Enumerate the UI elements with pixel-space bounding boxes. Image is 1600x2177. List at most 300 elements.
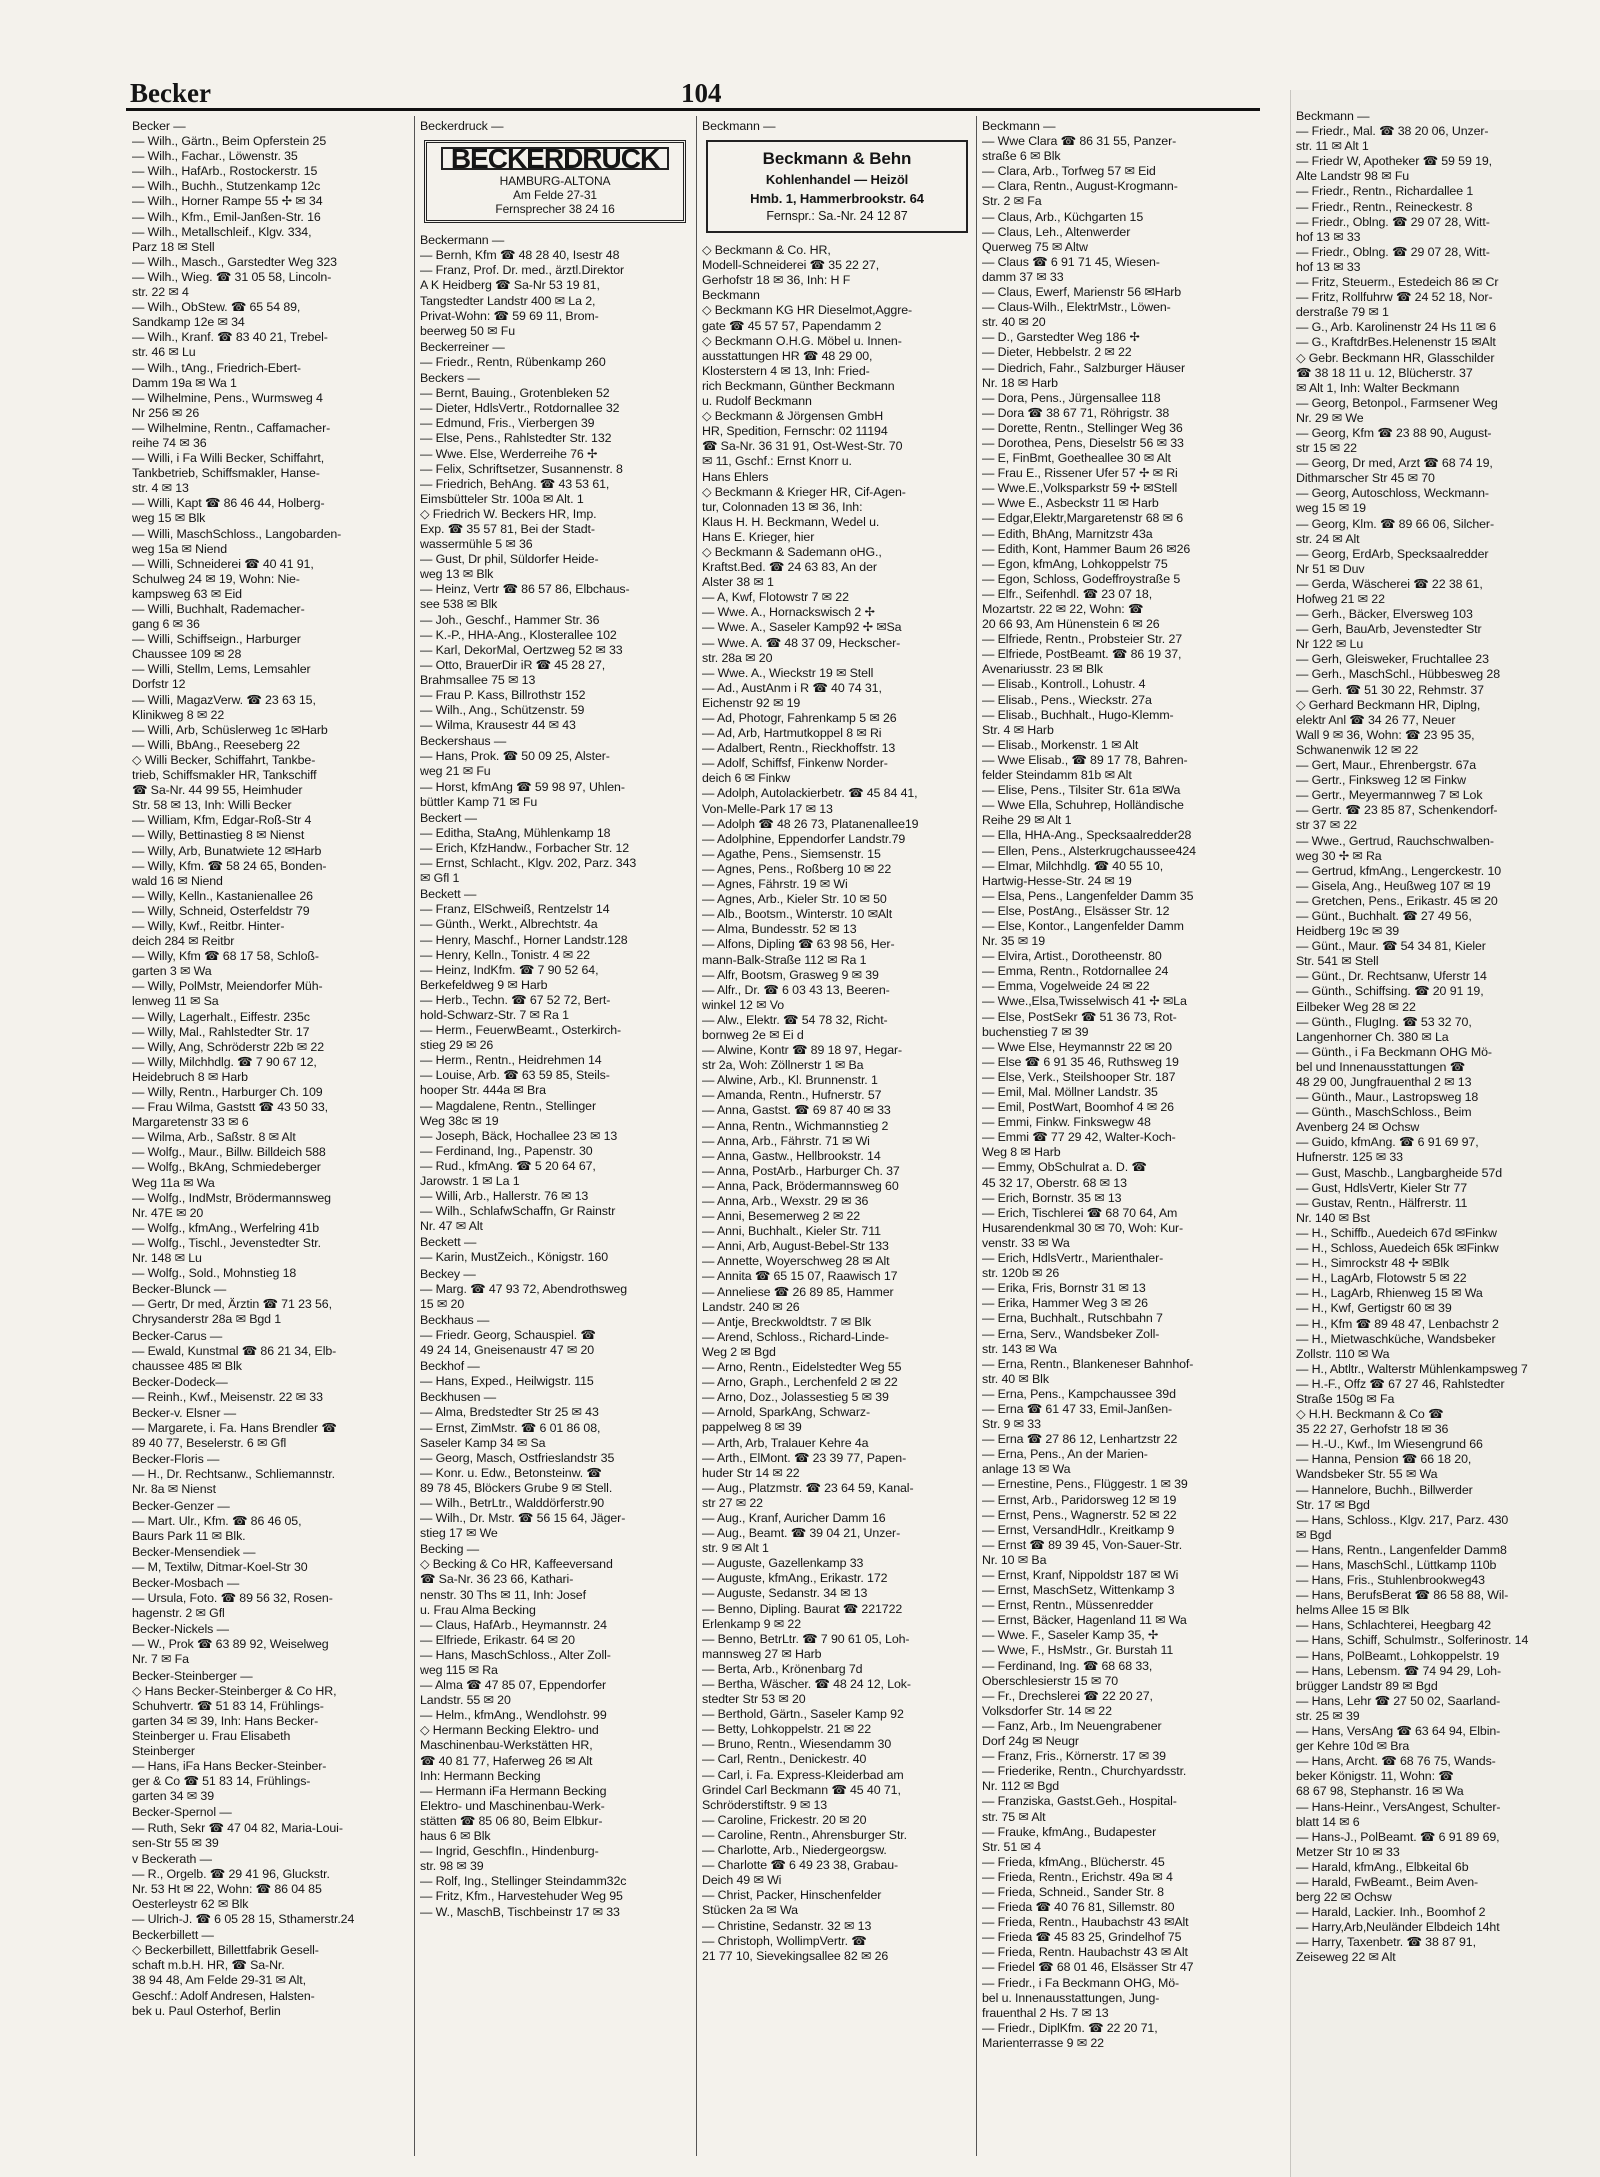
directory-entry: — Hans-Heinr., VersAngest, Schulter- xyxy=(1296,1799,1501,1814)
directory-entry: bek u. Paul Osterhof, Berlin xyxy=(132,2003,281,2018)
directory-entry: Schuhvertr. ☎ 51 83 14, Frühlings- xyxy=(132,1698,324,1713)
directory-entry: — Dorette, Rentn., Stellinger Weg 36 xyxy=(982,420,1183,435)
directory-entry: Deich 49 ✉ Wi xyxy=(702,1873,782,1888)
directory-entry: — Frieda, kfmAng., Blücherstr. 45 xyxy=(982,1854,1165,1869)
directory-entry: — Dieter, Hebbelstr. 2 ✉ 22 xyxy=(982,345,1132,360)
directory-entry: — Gertr, Dr med, Ärztin ☎ 71 23 56, xyxy=(132,1297,332,1312)
directory-entry: — Günt., Dr. Rechtsanw, Uferstr 14 xyxy=(1296,969,1487,984)
directory-entry: Nr. 112 ✉ Bgd xyxy=(982,1779,1060,1794)
directory-entry: — Berthold, Gärtn., Saseler Kamp 92 xyxy=(702,1707,904,1722)
directory-entry: Beckmann — xyxy=(702,119,776,133)
directory-entry: — K.-P., HHA-Ang., Klosterallee 102 xyxy=(420,627,617,642)
directory-entry: Kraftst.Bed. ☎ 24 63 83, An der xyxy=(702,560,877,575)
directory-entry: Beckerdruck — xyxy=(420,119,504,133)
directory-entry: — Arend, Schloss., Richard-Linde- xyxy=(702,1329,889,1344)
directory-entry: Klosterstern 4 ✉ 13, Inh: Fried- xyxy=(702,363,870,378)
directory-entry: — Wolfg., Maur., Billw. Billdeich 588 xyxy=(132,1145,326,1160)
directory-entry: — Friedr., Rentn., Reineckestr. 8 xyxy=(1296,199,1473,214)
directory-entry: — Günth., Schiffsing. ☎ 20 91 19, xyxy=(1296,984,1484,999)
directory-entry: — Herm., Rentn., Heidrehmen 14 xyxy=(420,1053,602,1068)
directory-entry: — Guido, kfmAng. ☎ 6 91 69 97, xyxy=(1296,1135,1479,1150)
directory-entry: — Karin, MustZeich., Königstr. 160 xyxy=(420,1250,609,1265)
directory-entry: — Erna, Buchhalt., Rutschbahn 7 xyxy=(982,1311,1163,1326)
directory-entry: — Aug., Platzmstr. ☎ 23 64 59, Kanal- xyxy=(702,1480,914,1495)
directory-entry: ◇ Beckmann KG HR Dieselmot,Aggre- xyxy=(702,303,913,318)
directory-entry: — H., Simrockstr 48 ✢ ✉Blk xyxy=(1296,1256,1450,1271)
directory-entry: — Wilh., Dr. Mstr. ☎ 56 15 64, Jäger- xyxy=(420,1511,626,1526)
directory-entry: wassermühle 5 ✉ 36 xyxy=(420,537,533,552)
directory-entry: Heidebruch 8 ✉ Harb xyxy=(132,1069,248,1084)
directory-entry: — Else, PostAng., Elsässer Str. 12 xyxy=(982,903,1170,918)
directory-entry: frauenthal 2 Hs. 7 ✉ 13 xyxy=(982,2005,1109,2020)
directory-entry: — Wwe. A., Wieckstr 19 ✉ Stell xyxy=(702,665,874,680)
directory-entry: — Joh., Geschf., Hammer Str. 36 xyxy=(420,612,600,627)
directory-entry: — Henry, Kelln., Tonistr. 4 ✉ 22 xyxy=(420,947,590,962)
directory-entry: — Caroline, Rentn., Ahrensburger Str. xyxy=(702,1827,907,1842)
directory-entry: — Fritz, Steuerm., Estedeich 86 ✉ Cr xyxy=(1296,275,1499,290)
directory-entry: Weg 38c ✉ 19 xyxy=(420,1113,499,1128)
directory-entry: Eimsbütteler Str. 100a ✉ Alt. 1 xyxy=(420,491,584,506)
directory-entry: tur, Colonnaden 13 ✉ 36, Inh: xyxy=(702,499,863,514)
directory-entry: Dorfstr 12 xyxy=(132,677,186,692)
directory-entry: bornweg 2e ✉ Ei d xyxy=(702,1027,804,1042)
directory-entry: Nr. 148 ✉ Lu xyxy=(132,1251,202,1266)
directory-entry: ◇ Beckerbillett, Billettfabrik Gesell- xyxy=(132,1943,319,1958)
directory-entry: — Charlotte, Arb., Niedergeorgsw. xyxy=(702,1843,887,1858)
directory-entry: hof 13 ✉ 33 xyxy=(1296,259,1361,274)
directory-entry: Becker-Spernol — xyxy=(132,1805,232,1820)
directory-entry: — Gerh, Gleisweker, Fruchtallee 23 xyxy=(1296,652,1489,667)
directory-entry: — H.-F., Offz ☎ 67 27 46, Rahlstedter xyxy=(1296,1376,1505,1391)
directory-entry: — Editha, StaAng, Mühlenkamp 18 xyxy=(420,825,611,840)
directory-entry: — Erich, Bornstr. 35 ✉ 13 xyxy=(982,1190,1122,1205)
directory-entry: — Erna, Rentn., Blankeneser Bahnhof- xyxy=(982,1356,1194,1371)
directory-entry: — Günth., i Fa Beckmann OHG Mö- xyxy=(1296,1044,1492,1059)
directory-entry: stieg 17 ✉ We xyxy=(420,1526,498,1541)
directory-entry: — Gertr. ☎ 23 85 87, Schenkendorf- xyxy=(1296,803,1498,818)
directory-entry: Saseler Kamp 34 ✉ Sa xyxy=(420,1435,546,1450)
directory-entry: — Ernst ☎ 89 39 45, Von-Sauer-Str. xyxy=(982,1537,1183,1552)
directory-entry: ☎ Sa-Nr. 36 23 66, Kathari- xyxy=(420,1572,574,1587)
directory-entry: — Emma, Vogelweide 24 ✉ 22 xyxy=(982,979,1150,994)
directory-entry: Landstr. 240 ✉ 26 xyxy=(702,1299,800,1314)
directory-entry: — Hans, Prok. ☎ 50 09 25, Alster- xyxy=(420,749,610,764)
directory-entry: Hans E. Krieger, hier xyxy=(702,529,815,544)
directory-entry: — Emmy, ObSchulrat a. D. ☎ xyxy=(982,1160,1147,1175)
directory-entry: — Ernst, MaschSetz, Wittenkamp 3 xyxy=(982,1583,1175,1598)
directory-entry: — Willi, Arb., Hallerstr. 76 ✉ 13 xyxy=(420,1189,589,1204)
directory-entry: — Clara, Rentn., August-Krogmann- xyxy=(982,179,1178,194)
directory-entry: — Willy, Kwf., Reitbr. Hinter- xyxy=(132,918,285,933)
directory-entry: — Anni, Besemerweg 2 ✉ 22 xyxy=(702,1209,861,1224)
directory-entry: — Clara, Arb., Torfweg 57 ✉ Eid xyxy=(982,164,1156,179)
directory-entry: — Elvira, Artist., Dorotheenstr. 80 xyxy=(982,949,1162,964)
directory-entry: Hofweg 21 ✉ 22 xyxy=(1296,592,1385,606)
directory-entry: — Alwine, Kontr ☎ 89 18 97, Hegar- xyxy=(702,1043,903,1058)
directory-entry: Geschf.: Adolf Andresen, Halsten- xyxy=(132,1988,315,2003)
directory-entry: ◇ Beckmann & Co. HR, xyxy=(702,243,831,258)
directory-entry: Avenberg 24 ✉ Ochsw xyxy=(1296,1120,1420,1135)
directory-entry: — Claus, Leh., Altenwerder xyxy=(982,224,1131,239)
directory-entry: Nr. 140 ✉ Bst xyxy=(1296,1210,1370,1225)
directory-entry: — Adolf, Schiffsf, Finkenw Norder- xyxy=(702,756,888,771)
directory-entry: — Wilhelmine, Rentn., Caffamacher- xyxy=(132,420,331,435)
directory-entry: — Arth., ElMont. ☎ 23 39 77, Papen- xyxy=(702,1450,907,1465)
directory-entry: — Herb., Techn. ☎ 67 52 72, Bert- xyxy=(420,992,611,1007)
directory-entry: — Gust, Maschb., Langbargheide 57d xyxy=(1296,1165,1502,1180)
directory-entry: — Willi, Schneiderei ☎ 40 41 91, xyxy=(132,556,314,571)
directory-entry: — Wwe Elisab., ☎ 89 17 78, Bahren- xyxy=(982,752,1188,767)
directory-entry: — Wwe Ella, Schuhrep, Holländische xyxy=(982,798,1184,813)
directory-entry: Beckmann xyxy=(702,288,760,303)
directory-entry: — Adolphine, Eppendorfer Landstr.79 xyxy=(702,831,906,846)
directory-entry: — Willy, Arb, Bunatwiete 12 ✉Harb xyxy=(132,843,322,858)
directory-entry: — Willy, Lagerhalt., Eiffestr. 235c xyxy=(132,1009,310,1024)
directory-entry: — Wolfg., IndMstr, Brödermannsweg xyxy=(132,1190,331,1205)
directory-entry: Beckett — xyxy=(420,887,477,902)
directory-entry: — Else, PostSekr ☎ 51 36 73, Rot- xyxy=(982,1009,1177,1024)
directory-entry: — Elise, Pens., Tilsiter Str. 61a ✉Wa xyxy=(982,783,1181,798)
directory-entry: weg 15a ✉ Niend xyxy=(132,541,227,556)
directory-entry: — Joseph, Bäck, Hochallee 23 ✉ 13 xyxy=(420,1128,618,1143)
page-title: Becker xyxy=(130,78,211,108)
directory-entry: Schröderstiftstr. 9 ✉ 13 xyxy=(702,1797,828,1812)
directory-entry: — Friedr., Rentn, Rübenkamp 260 xyxy=(420,354,606,369)
directory-entry: — Gretchen, Pens., Erikastr. 45 ✉ 20 xyxy=(1296,893,1498,908)
directory-entry: — Elisab., Pens., Wieckstr. 27a xyxy=(982,692,1152,707)
directory-entry: — Franziska, Gastst.Geh., Hospital- xyxy=(982,1794,1177,1809)
directory-entry: Straße 150g ✉ Fa xyxy=(1296,1391,1395,1406)
directory-entry: — Egon, kfmAng, Lohkoppelstr 75 xyxy=(982,556,1168,571)
directory-entry: Stücken 2a ✉ Wa xyxy=(702,1903,798,1918)
directory-entry: Weg 11a ✉ Wa xyxy=(132,1175,215,1190)
directory-entry: — Frau E., Rissener Ufer 57 ✢ ✉ Ri xyxy=(982,466,1178,481)
directory-entry: — A, Kwf, Flotowstr 7 ✉ 22 xyxy=(702,590,849,605)
directory-entry: büttler Kamp 71 ✉ Fu xyxy=(420,794,538,809)
directory-entry: hagenstr. 2 ✉ Gfl xyxy=(132,1606,225,1621)
directory-entry: garten 34 ✉ 39, Inh: Hans Becker- xyxy=(132,1713,319,1728)
directory-entry: ✉ 11, Gschf.: Ernst Knorr u. xyxy=(702,454,852,469)
directory-entry: — Ernst, Arb., Paridorsweg 12 ✉ 19 xyxy=(982,1492,1177,1507)
ad-beckerdruck-name: BECKERDRUCK xyxy=(441,147,669,170)
directory-entry: — Else, Verk., Steilshooper Str. 187 xyxy=(982,1069,1176,1084)
directory-entry: — Marg. ☎ 47 93 72, Abendrothsweg xyxy=(420,1281,628,1296)
directory-entry: — Elfriede, Erikastr. 64 ✉ 20 xyxy=(420,1632,575,1647)
directory-entry: — Ernst, VersandHdlr., Kreitkamp 9 xyxy=(982,1522,1175,1537)
directory-entry: Beckhusen — xyxy=(420,1390,497,1405)
directory-entry: Parz 18 ✉ Stell xyxy=(132,239,215,254)
directory-entry: — Hans-J., PolBeamt. ☎ 6 91 89 69, xyxy=(1296,1829,1500,1844)
directory-entry: Beckett — xyxy=(420,1235,477,1250)
directory-entry: ✉ Bgd xyxy=(1296,1527,1332,1542)
directory-entry: venstr. 33 ✉ Wa xyxy=(982,1235,1070,1250)
directory-entry: ◇ Beckmann & Jörgensen GmbH xyxy=(702,409,884,424)
directory-entry: ◇ Hermann Becking Elektro- und xyxy=(420,1723,599,1738)
directory-entry: Beckhaus — xyxy=(420,1312,490,1327)
directory-entry: — Hans, BerufsBerat ☎ 86 58 88, Wil- xyxy=(1296,1588,1509,1603)
directory-entry: — Wwe. A., Hornackswisch 2 ✢ xyxy=(702,605,875,620)
directory-entry: A K Heidberg ☎ Sa-Nr 53 19 81, xyxy=(420,278,600,293)
directory-entry: — Erich, HdlsVertr., Marienthaler- xyxy=(982,1251,1164,1266)
directory-entry: Weg 2 ✉ Bgd xyxy=(702,1344,776,1359)
directory-entry: Damm 19a ✉ Wa 1 xyxy=(132,375,237,390)
directory-entry: str. 11 ✉ Alt 1 xyxy=(1296,139,1369,154)
directory-entry: str. 28a ✉ 20 xyxy=(702,650,773,665)
directory-entry: str. 98 ✉ 39 xyxy=(420,1859,484,1874)
directory-entry: — Anna, PostArb., Harburger Ch. 37 xyxy=(702,1163,900,1178)
directory-entry: — Georg, Autoschloss, Weckmann- xyxy=(1296,486,1489,501)
directory-entry: Alte Landstr 98 ✉ Fu xyxy=(1296,169,1410,184)
directory-entry: Beckert — xyxy=(420,810,477,825)
directory-entry: — Anna, Gastw., Hellbrookstr. 14 xyxy=(702,1148,881,1163)
directory-entry: ◇ Beckmann O.H.G. Möbel u. Innen- xyxy=(702,333,902,348)
directory-entry: gate ☎ 45 57 57, Papendamm 2 xyxy=(702,318,882,333)
directory-entry: Str. 17 ✉ Bgd xyxy=(1296,1497,1370,1512)
directory-entry: — Günth., FlugIng. ☎ 53 32 70, xyxy=(1296,1014,1472,1029)
directory-entry: — Wolfg., Sold., Mohnstieg 18 xyxy=(132,1266,297,1281)
directory-entry: — Alma, Bredstedter Str 25 ✉ 43 xyxy=(420,1405,599,1420)
directory-entry: weg 15 ✉ Blk xyxy=(132,511,206,526)
directory-entry: — Friedr., Oblng. ☎ 29 07 28, Witt- xyxy=(1296,214,1490,229)
directory-entry: — Adalbert, Rentn., Rieckhoffstr. 13 xyxy=(702,741,896,756)
directory-entry: — Carl, i. Fa. Express-Kleiderbad am xyxy=(702,1767,904,1782)
directory-entry: elektr Anl ☎ 34 26 77, Neuer xyxy=(1296,712,1456,727)
directory-entry: — Wilh., Kranf. ☎ 83 40 21, Trebel- xyxy=(132,330,328,345)
directory-entry: — Hans, Exped., Heilwigstr. 115 xyxy=(420,1374,594,1389)
directory-entry: — Arno, Graph., Lerchenfeld 2 ✉ 22 xyxy=(702,1375,898,1390)
directory-entry: Heidberg 19c ✉ 39 xyxy=(1296,924,1400,939)
directory-entry: ger & Co ☎ 51 83 14, Frühlings- xyxy=(132,1774,311,1789)
ad-beckerdruck-city: HAMBURG-ALTONA xyxy=(499,174,611,189)
directory-entry: — Emma, Rentn., Rotdornallee 24 xyxy=(982,964,1169,979)
directory-entry: gang 6 ✉ 36 xyxy=(132,617,200,632)
directory-entry: — Otto, BrauerDir iR ☎ 45 28 27, xyxy=(420,657,606,672)
directory-entry: — Erna, Pens., An der Marien- xyxy=(982,1447,1148,1462)
directory-entry: hof 13 ✉ 33 xyxy=(1296,229,1361,244)
column-divider xyxy=(696,116,697,2156)
directory-entry: — Hanna, Pension ☎ 66 18 20, xyxy=(1296,1452,1472,1467)
directory-entry: 89 40 77, Beselerstr. 6 ✉ Gfl xyxy=(132,1436,287,1451)
directory-entry: — Wwe. A. ☎ 48 37 09, Heckscher- xyxy=(702,635,901,650)
directory-entry: — Friederike, Rentn., Churchyardsstr. xyxy=(982,1764,1187,1779)
directory-entry: Nr. 18 ✉ Harb xyxy=(982,375,1058,390)
directory-entry: u. Rudolf Beckmann xyxy=(702,394,812,409)
directory-entry: — Claus, Ewerf, Marienstr 56 ✉Harb xyxy=(982,285,1182,300)
directory-entry: felder Steindamm 81b ✉ Alt xyxy=(982,768,1132,783)
directory-entry: — Wilh., Ang., Schützenstr. 59 xyxy=(420,703,585,718)
directory-entry: — Dora ☎ 38 67 71, Röhrigstr. 38 xyxy=(982,405,1170,420)
directory-entry: garten 3 ✉ Wa xyxy=(132,964,212,979)
directory-entry: reihe 74 ✉ 36 xyxy=(132,435,207,450)
directory-entry: Chrysanderstr 28a ✉ Bgd 1 xyxy=(132,1312,282,1327)
directory-entry: 20 66 93, Am Hünenstein 6 ✉ 26 xyxy=(982,617,1160,632)
directory-entry: — Ferdinand, Ing. ☎ 68 68 33, xyxy=(982,1658,1153,1673)
directory-entry: blatt 14 ✉ 6 xyxy=(1296,1814,1360,1829)
directory-entry: bel und Innenausstattungen ☎ xyxy=(1296,1059,1466,1074)
directory-entry: — Egon, Schloss, Godeffroystraße 5 xyxy=(982,571,1181,586)
directory-entry: — Ad, Photogr, Fahrenkamp 5 ✉ 26 xyxy=(702,711,897,725)
directory-entry: Querweg 75 ✉ Altw xyxy=(982,239,1088,254)
directory-entry: ◇ Beckmann & Krieger HR, Cif-Agen- xyxy=(702,484,906,499)
directory-entry: — Emmi ☎ 77 29 42, Walter-Koch- xyxy=(982,1130,1176,1145)
directory-entry: — Georg, Kfm ☎ 23 88 90, August- xyxy=(1296,425,1492,440)
directory-entry: berg 22 ✉ Ochsw xyxy=(1296,1890,1392,1905)
directory-entry: — Gerh, BauArb, Jevenstedter Str xyxy=(1296,622,1482,637)
directory-entry: — Friedr., Rentn., Richardallee 1 xyxy=(1296,184,1474,199)
directory-entry: — Hans, Rentn., Langenfelder Damm8 xyxy=(1296,1542,1507,1557)
directory-entry: — Anni, Arb, August-Bebel-Str 133 xyxy=(702,1239,889,1254)
directory-entry: — H., Kwf, Gertigstr 60 ✉ 39 xyxy=(1296,1301,1452,1316)
directory-entry: — Friedr., Oblng. ☎ 29 07 28, Witt- xyxy=(1296,244,1490,259)
directory-entry: Beckmann — xyxy=(1296,109,1370,123)
directory-entry: — Bernt, Bauing., Grotenbleken 52 xyxy=(420,386,610,401)
directory-entry: — Erika, Fris, Bornstr 31 ✉ 13 xyxy=(982,1281,1146,1296)
directory-entry: — Willy, Kfm. ☎ 58 24 65, Bonden- xyxy=(132,858,327,873)
directory-entry: ◇ Beckmann & Sademann oHG., xyxy=(702,544,882,559)
directory-entry: — Ernst, Rentn., Müssenredder xyxy=(982,1598,1154,1613)
directory-entry: stedter Str 53 ✉ 20 xyxy=(702,1692,806,1707)
directory-entry: — H., Abtltr., Walterstr Mühlenkampsweg 7 xyxy=(1296,1361,1528,1376)
column-3 xyxy=(702,118,972,2158)
directory-entry: Becker-Carus — xyxy=(132,1328,223,1343)
directory-entry: — Wilh., Buchh., Stutzenkamp 12c xyxy=(132,179,321,194)
directory-entry: — Frau Wilma, Gaststt ☎ 43 50 33, xyxy=(132,1100,328,1115)
directory-entry: — Diedrich, Fahr., Salzburger Häuser xyxy=(982,360,1185,375)
directory-entry: — H., LagArb, Flotowstr 5 ✉ 22 xyxy=(1296,1271,1467,1286)
directory-entry: Berkefeldweg 9 ✉ Harb xyxy=(420,977,548,992)
directory-entry: Weg 8 ✉ Harb xyxy=(982,1145,1061,1160)
directory-entry: — Berta, Arb., Krönenbarg 7d xyxy=(702,1661,863,1676)
directory-entry: — Frauke, kfmAng., Budapester xyxy=(982,1824,1157,1839)
directory-entry: Langenhorner Ch. 380 ✉ La xyxy=(1296,1029,1449,1044)
directory-entry: — Ruth, Sekr ☎ 47 04 82, Maria-Loui- xyxy=(132,1820,343,1835)
directory-entry: — Wwe Clara ☎ 86 31 55, Panzer- xyxy=(982,134,1177,149)
directory-entry: — Günt., Buchhalt. ☎ 27 49 56, xyxy=(1296,908,1472,923)
directory-entry: — Erna ☎ 27 86 12, Lenhartzstr 22 xyxy=(982,1432,1178,1447)
directory-entry: — Charlotte ☎ 6 49 23 38, Grabau- xyxy=(702,1858,899,1873)
directory-entry: 15 ✉ 20 xyxy=(420,1296,465,1311)
directory-entry: Maschinenbau-Werkstätten HR, xyxy=(420,1738,593,1753)
directory-entry: — Erna, Serv., Wandsbeker Zoll- xyxy=(982,1326,1160,1341)
directory-entry: — H., Kfm ☎ 89 48 47, Lenbachstr 2 xyxy=(1296,1316,1499,1331)
directory-entry: — Gisela, Ang., Heußweg 107 ✉ 19 xyxy=(1296,878,1491,893)
directory-entry: 45 32 17, Oberstr. 68 ✉ 13 xyxy=(982,1175,1127,1190)
directory-entry: Landstr. 55 ✉ 20 xyxy=(420,1693,511,1708)
directory-entry: — Franz, Prof. Dr. med., ärztl.Direktor xyxy=(420,263,625,278)
directory-entry: Becker-Mosbach — xyxy=(132,1576,240,1590)
directory-entry: — Günt., Maur. ☎ 54 34 81, Kieler xyxy=(1296,939,1486,954)
directory-entry: — Willy, Schneid, Osterfeldstr 79 xyxy=(132,903,310,918)
page-header xyxy=(126,78,1260,108)
directory-entry: 21 77 10, Sievekingsallee 82 ✉ 26 xyxy=(702,1948,889,1963)
directory-entry: anlage 13 ✉ Wa xyxy=(982,1462,1071,1477)
directory-entry: — Willi, Buchhalt, Rademacher- xyxy=(132,602,305,616)
directory-entry: — Willy, Rentn., Harburger Ch. 109 xyxy=(132,1085,323,1099)
directory-entry: Dorf 24g ✉ Neugr xyxy=(982,1734,1079,1749)
directory-entry: Becker-Steinberger — xyxy=(132,1668,253,1683)
directory-entry: garten 34 ✉ 39 xyxy=(132,1789,215,1804)
directory-entry: — Ulrich-J. ☎ 6 05 28 15, Sthamerstr.24 xyxy=(132,1912,355,1927)
directory-entry: — Ernst, Pens., Wagnerstr. 52 ✉ 22 xyxy=(982,1507,1177,1522)
directory-entry: — Anna, Pack, Brödermannsweg 60 xyxy=(702,1178,899,1193)
directory-entry: Becker-Floris — xyxy=(132,1452,220,1467)
directory-entry: — Emil, Mal. Möllner Landstr. 35 xyxy=(982,1085,1158,1099)
directory-entry: haus 6 ✉ Blk xyxy=(420,1829,491,1844)
directory-entry: ✉ Gfl 1 xyxy=(420,871,460,886)
directory-entry: — Hannelore, Buchh., Billwerder xyxy=(1296,1482,1473,1497)
directory-entry: beerweg 50 ✉ Fu xyxy=(420,323,515,338)
directory-entry: — Carl, Rentn., Denickestr. 40 xyxy=(702,1752,867,1767)
directory-entry: Nr 51 ✉ Duv xyxy=(1296,561,1365,576)
directory-entry: — Georg, ErdArb, Specksaalredder xyxy=(1296,546,1489,561)
directory-entry: Nr. 53 Ht ✉ 22, Wohn: ☎ 86 04 85 xyxy=(132,1881,322,1896)
directory-entry: Beckerbillett — xyxy=(132,1928,214,1943)
directory-entry: ◇ Gerhard Beckmann HR, Diplng, xyxy=(1296,697,1481,712)
directory-entry: v Beckerath — xyxy=(132,1851,212,1866)
directory-entry: Zollstr. 110 ✉ Wa xyxy=(1296,1346,1390,1361)
directory-entry: deich 6 ✉ Finkw xyxy=(702,771,791,786)
directory-entry: kampsweg 63 ✉ Eid xyxy=(132,586,242,601)
directory-entry: — Else ☎ 6 91 35 46, Ruthsweg 19 xyxy=(982,1054,1179,1069)
directory-entry: — G., Arb. Karolinenstr 24 Hs 11 ✉ 6 xyxy=(1296,320,1497,335)
directory-entry: — Elisab., Buchhalt., Hugo-Klemm- xyxy=(982,707,1174,722)
directory-entry: hooper Str. 444a ✉ Bra xyxy=(420,1083,546,1098)
directory-entry: — Ernestine, Pens., Flüggestr. 1 ✉ 39 xyxy=(982,1477,1188,1492)
directory-entry: — Ernst, Bäcker, Hagenland 11 ✉ Wa xyxy=(982,1613,1187,1628)
directory-entry: — Willy, Kelln., Kastanienallee 26 xyxy=(132,888,313,903)
directory-entry: u. Frau Alma Becking xyxy=(420,1602,536,1617)
directory-entry: — Willy, Bettinastieg 8 ✉ Nienst xyxy=(132,828,305,843)
ad-beckerdruck-street: Am Felde 27-31 xyxy=(513,188,597,203)
directory-entry: Tankbetrieb, Schiffsmakler, Hanse- xyxy=(132,466,320,481)
directory-entry: — Fanz, Arb., Im Neuengrabener xyxy=(982,1718,1162,1733)
directory-entry: — Horst, kfmAng ☎ 59 98 97, Uhlen- xyxy=(420,779,625,794)
directory-entry: — Margarete, i. Fa. Hans Brendler ☎ xyxy=(132,1421,337,1436)
directory-entry: Beckers — xyxy=(420,371,480,386)
directory-entry: rich Beckmann, Günther Beckmann xyxy=(702,378,895,393)
directory-entry: — Heinz, Vertr ☎ 86 57 86, Elbchaus- xyxy=(420,582,630,597)
directory-entry: Schulweg 24 ✉ 19, Wohn: Nie- xyxy=(132,571,300,586)
directory-entry: Str. 51 ✉ 4 xyxy=(982,1839,1041,1854)
directory-entry: Nr. 10 ✉ Ba xyxy=(982,1552,1047,1567)
directory-entry: — Hans, PolBeamt., Lohkoppelstr. 19 xyxy=(1296,1648,1500,1663)
directory-entry: ◇ H.H. Beckmann & Co ☎ xyxy=(1296,1407,1444,1422)
directory-entry: — Georg, Klm. ☎ 89 66 06, Silcher- xyxy=(1296,516,1494,531)
directory-entry: — Aug., Kranf, Auricher Damm 16 xyxy=(702,1510,886,1525)
directory-entry: — Antje, Breckwoldtstr. 7 ✉ Blk xyxy=(702,1314,872,1329)
directory-entry: Steinberger xyxy=(132,1744,195,1759)
directory-entry: ◇ Friedrich W. Beckers HR, Imp. xyxy=(420,506,597,521)
directory-entry: — Gerh., MaschSchl., Hübbesweg 28 xyxy=(1296,667,1500,682)
directory-entry: — Ellen, Pens., Alsterkrugchaussee424 xyxy=(982,843,1196,858)
directory-entry: — Alwine, Arb., Kl. Brunnenstr. 1 xyxy=(702,1073,878,1088)
directory-entry: — Emil, PostWart, Boomhof 4 ✉ 26 xyxy=(982,1100,1174,1115)
directory-entry: — Friedel ☎ 68 01 46, Elsässer Str 47 xyxy=(982,1960,1194,1975)
directory-entry: — Willi, BbAng., Reeseberg 22 xyxy=(132,737,300,752)
directory-entry: — Hans, VersAng ☎ 63 64 94, Elbin- xyxy=(1296,1724,1501,1739)
directory-entry: — Erika, Hammer Weg 3 ✉ 26 xyxy=(982,1296,1148,1311)
directory-entry: — Harald, kfmAng., Elbkeital 6b xyxy=(1296,1859,1469,1874)
directory-entry: — Anni, Buchhalt., Kieler Str. 711 xyxy=(702,1224,881,1239)
directory-entry: Beckermann — xyxy=(420,233,505,248)
directory-entry: — Wwe., Gertrud, Rauchschwalben- xyxy=(1296,833,1494,848)
directory-entry: — Arth, Arb, Tralauer Kehre 4a xyxy=(702,1435,869,1450)
directory-entry: ◇ Hans Becker-Steinberger & Co HR, xyxy=(132,1683,337,1698)
directory-entry: weg 15 ✉ 19 xyxy=(1296,501,1366,516)
directory-entry: — Günth., Maur., Lastropsweg 18 xyxy=(1296,1090,1479,1105)
directory-entry: — Wwe.E.,Volksparkstr 59 ✢ ✉Stell xyxy=(982,481,1178,496)
directory-entry: str. 4 ✉ 13 xyxy=(132,481,189,496)
